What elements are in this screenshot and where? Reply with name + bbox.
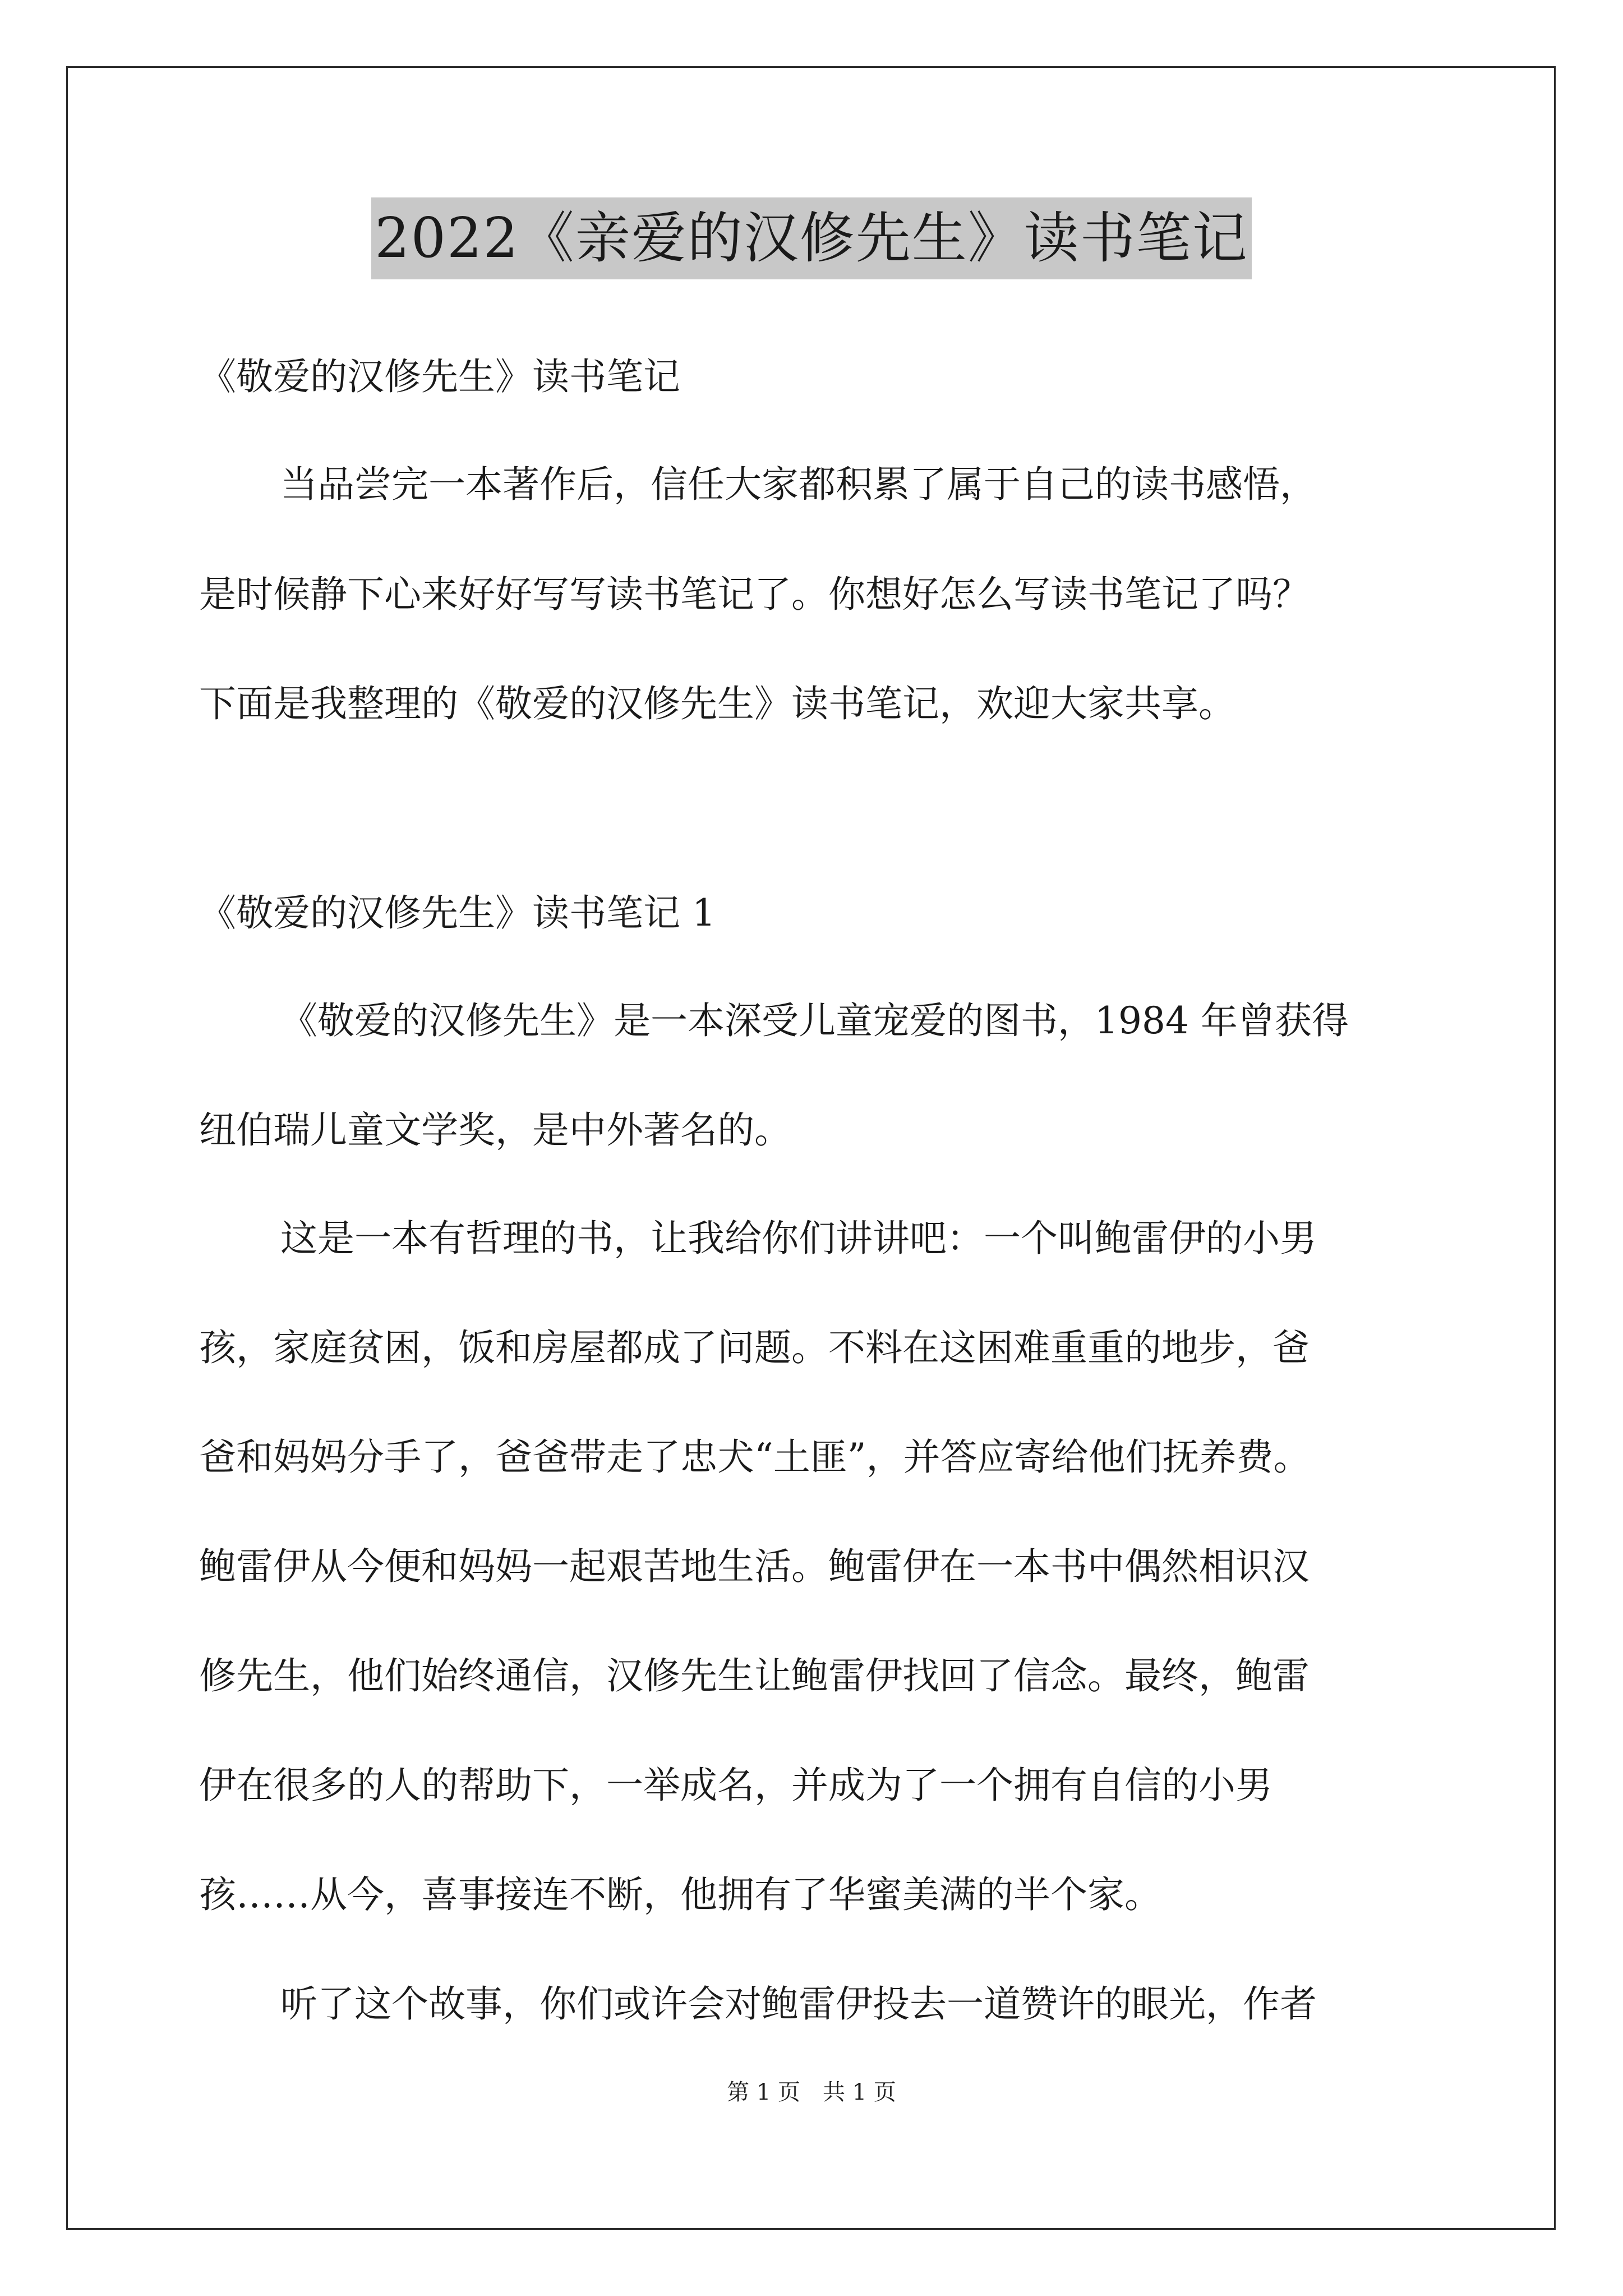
body-line: 纽伯瑞儿童文学奖，是中外著名的。 xyxy=(199,1108,791,1152)
body-line: 听了这个故事，你们或许会对鲍雷伊投去一道赞许的眼光，作者 xyxy=(280,1982,1317,2026)
body-line: 《敬爱的汉修先生》是一本深受儿童宠爱的图书，1984 年曾获得 xyxy=(280,999,1349,1042)
intro-line: 下面是我整理的《敬爱的汉修先生》读书笔记，欢迎大家共享。 xyxy=(199,682,1235,725)
body-line: 伊在很多的人的帮助下，一举成名，并成为了一个拥有自信的小男 xyxy=(199,1764,1272,1807)
title-container xyxy=(0,197,1623,279)
body-line: 爸和妈妈分手了，爸爸带走了忠犬“土匪”，并答应寄给他们抚养费。 xyxy=(199,1435,1311,1479)
body-line: 这是一本有哲理的书，让我给你们讲讲吧：一个叫鲍雷伊的小男 xyxy=(280,1217,1317,1260)
intro-line: 是时候静下心来好好写写读书笔记了。你想好怎么写读书笔记了吗？ xyxy=(199,573,1310,616)
page-footer: 第 1 页 共 1 页 xyxy=(727,2079,896,2105)
section-heading: 《敬爱的汉修先生》读书笔记 1 xyxy=(199,891,716,935)
body-line: 孩……从今，喜事接连不断，他拥有了华蜜美满的半个家。 xyxy=(199,1873,1161,1916)
body-line: 鲍雷伊从今便和妈妈一起艰苦地生活。鲍雷伊在一本书中偶然相识汉 xyxy=(199,1545,1310,1588)
document-subtitle: 《敬爱的汉修先生》读书笔记 xyxy=(199,355,680,398)
body-line: 修先生，他们始终通信，汉修先生让鲍雷伊找回了信念。最终，鲍雷 xyxy=(199,1654,1310,1697)
intro-line: 当品尝完一本著作后，信任大家都积累了属于自己的读书感悟， xyxy=(280,463,1317,506)
body-line: 孩，家庭贫困，饭和房屋都成了问题。不料在这困难重重的地步，爸 xyxy=(199,1326,1310,1369)
document-title: 2022《亲爱的汉修先生》读书笔记 xyxy=(371,197,1251,279)
